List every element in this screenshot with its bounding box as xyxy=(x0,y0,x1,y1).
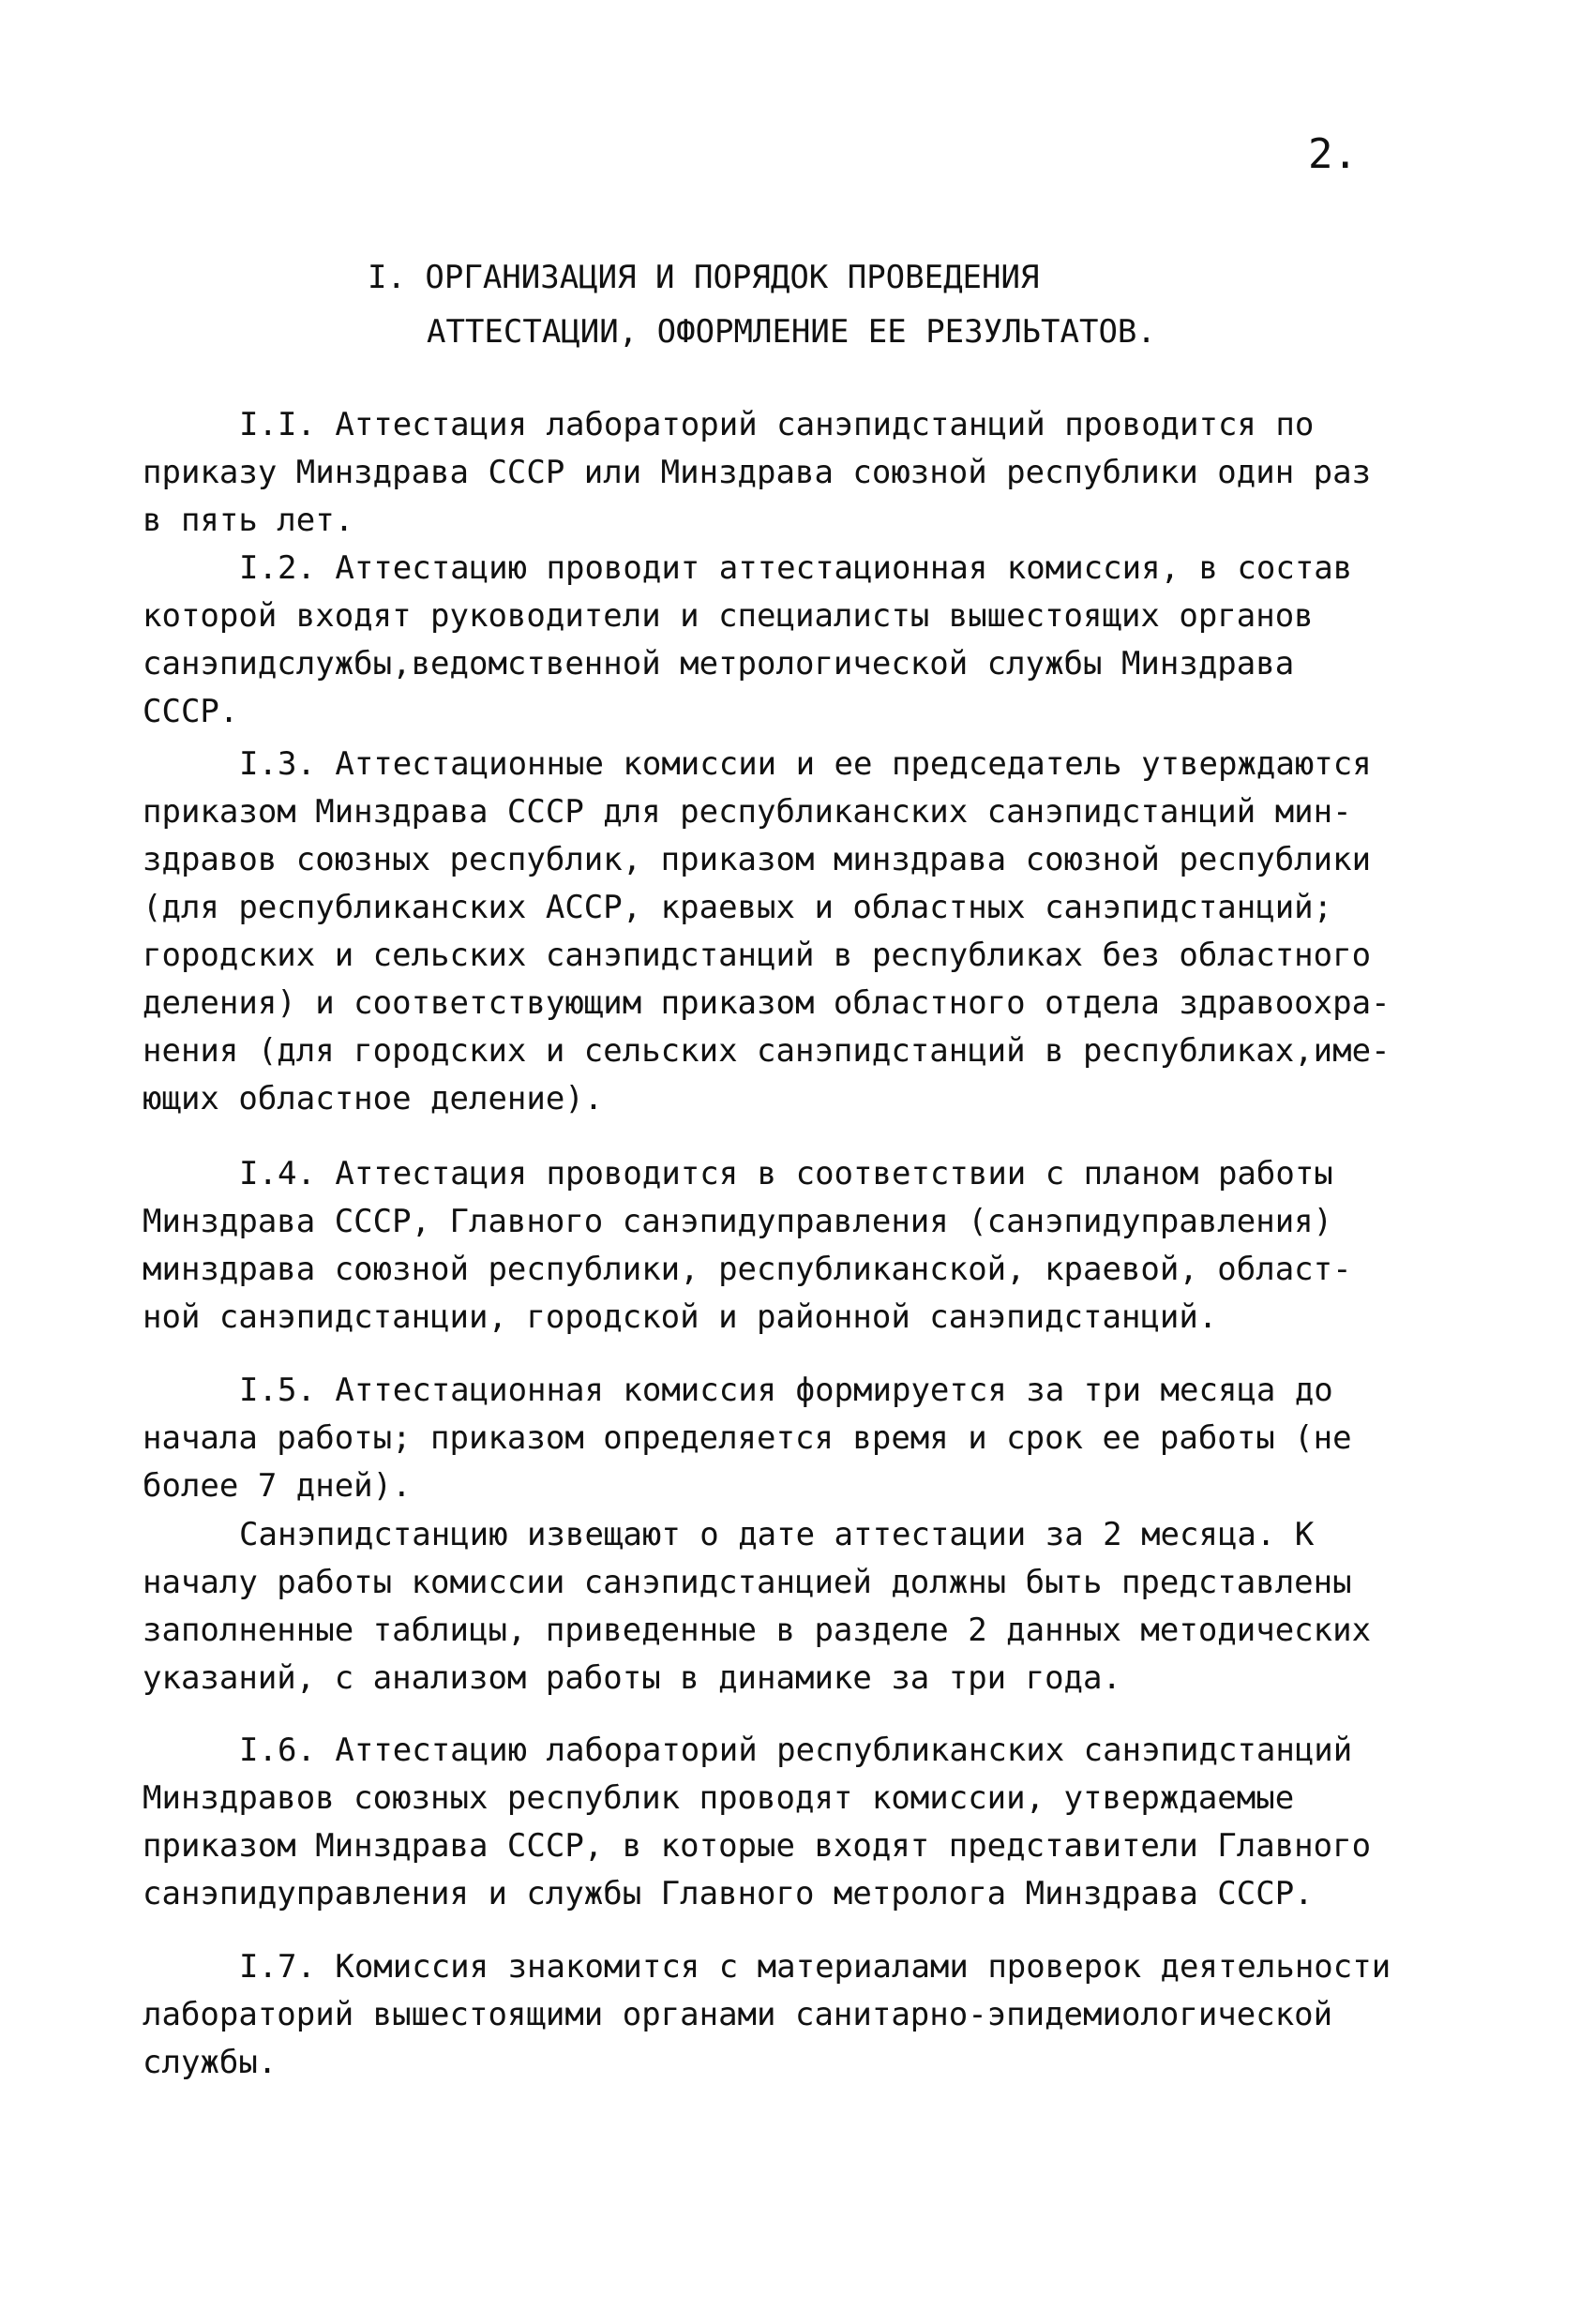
paragraph-line: начала работы; приказом определяется время и срок ее работы (не xyxy=(143,1419,1352,1457)
paragraph-line: деления) и соответствующим приказом областного отдела здравоохра- xyxy=(143,984,1391,1022)
paragraph-line: Минздрава СССР, Главного санэпидуправления (санэпидуправления) xyxy=(143,1203,1333,1240)
paragraph-line: СССР. xyxy=(143,693,239,730)
paragraph-line: указаний, с анализом работы в динамике за три года. xyxy=(143,1659,1121,1697)
paragraph-line: санэпидслужбы,ведомственной метрологической службы Минздрава xyxy=(143,645,1295,682)
paragraph-line: приказом Минздрава СССР, в которые входят представители Главного xyxy=(143,1827,1372,1865)
paragraph-line: службы. xyxy=(143,2044,278,2081)
heading-line: АТТЕСТАЦИИ, ОФОРМЛЕНИЕ ЕЕ РЕЗУЛЬТАТОВ. xyxy=(427,313,1156,351)
paragraph-line: приказом Минздрава СССР для республиканских санэпидстанций мин- xyxy=(143,793,1352,831)
paragraph-line: началу работы комиссии санэпидстанцией должны быть представлены xyxy=(143,1564,1352,1601)
paragraph-line: городских и сельских санэпидстанций в республиках без областного xyxy=(143,937,1372,974)
paragraph-line: лабораторий вышестоящими органами санитарно-эпидемиологической xyxy=(143,1996,1333,2033)
paragraph-line: которой входят руководители и специалисты вышестоящих органов xyxy=(143,597,1314,635)
paragraph-line: I.3. Аттестационные комиссии и ее председатель утверждаются xyxy=(239,745,1372,783)
paragraph-line: ной санэпидстанции, городской и районной санэпидстанций. xyxy=(143,1298,1218,1336)
paragraph-line: более 7 дней). xyxy=(143,1467,412,1505)
paragraph-line: Минздравов союзных республик проводят комиссии, утверждаемые xyxy=(143,1779,1295,1817)
paragraph-line: Санэпидстанцию извещают о дате аттестации за 2 месяца. К xyxy=(239,1516,1315,1553)
paragraph-line: I.4. Аттестация проводится в соответствии с планом работы xyxy=(239,1155,1333,1192)
paragraph-line: I.2. Аттестацию проводит аттестационная комиссия, в состав xyxy=(239,549,1353,587)
paragraph-line: здравов союзных республик, приказом минздрава союзной республики xyxy=(143,841,1372,878)
paragraph-line: I.6. Аттестацию лабораторий республиканских санэпидстанций xyxy=(239,1732,1353,1769)
page-number: 2. xyxy=(1308,130,1358,178)
paragraph-line: минздрава союзной республики, республиканской, краевой, област- xyxy=(143,1251,1352,1288)
paragraph-line: I.I. Аттестация лабораторий санэпидстанций проводится по xyxy=(239,406,1315,443)
paragraph-line: в пять лет. xyxy=(143,502,354,539)
paragraph-line: (для республиканских АССР, краевых и областных санэпидстанций; xyxy=(143,889,1333,926)
heading-line: I. ОРГАНИЗАЦИЯ И ПОРЯДОК ПРОВЕДЕНИЯ xyxy=(368,259,1040,296)
paragraph-line: санэпидуправления и службы Главного метролога Минздрава СССР. xyxy=(143,1875,1314,1912)
paragraph-line: нения (для городских и сельских санэпидстанций в республиках,име- xyxy=(143,1032,1391,1070)
paragraph-line: приказу Минздрава СССР или Минздрава союзной республики один раз xyxy=(143,454,1372,491)
paragraph-line: заполненные таблицы, приведенные в разделе 2 данных методических xyxy=(143,1612,1372,1649)
paragraph-line: I.7. Комиссия знакомится с материалами проверок деятельности xyxy=(239,1948,1391,1986)
paragraph-line: ющих областное деление). xyxy=(143,1080,604,1117)
paragraph-line: I.5. Аттестационная комиссия формируется за три месяца до xyxy=(239,1372,1333,1409)
